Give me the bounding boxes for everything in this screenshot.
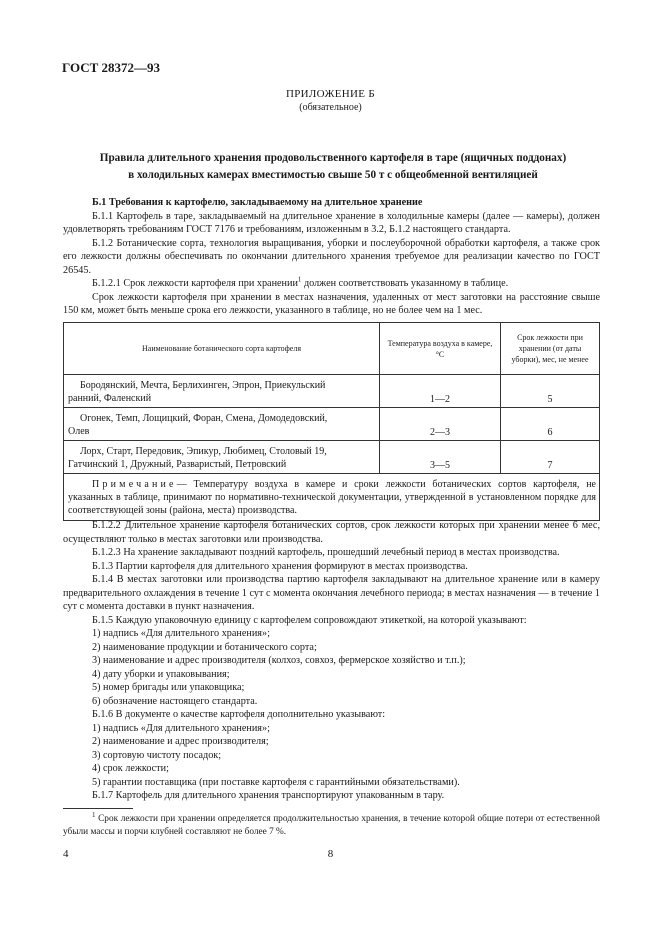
paragraph: Б.1.2 Ботанические сорта, технология выращивания, уборки и послеуборочной обработки картофеля, а также срок его лежкости должны обеспечивать по окончании длительного хранения требуемое для реализации качество по ГОСТ 26545. — [63, 237, 600, 276]
footnote-text: Срок лежкости при хранении определяется продолжительностью хранения, в течение которой общие потери от естественной убыли массы и порчи клубней составляют не более 7 %. — [63, 814, 600, 837]
list-item: 4) дату уборки и упаковывания; — [92, 668, 230, 680]
paragraph: Срок лежкости картофеля при хранении в местах назначения, удаленных от мест заготовки на расстояние свыше 150 км, может быть меньше срока его лежкости, указанного в таблице, но не более чем на 1 мес. — [63, 291, 600, 316]
paragraph: Б.1.5 Каждую упаковочную единицу с картофелем сопровождают этикеткой, на которой указывают: — [92, 614, 527, 626]
temperature-cell: 1—2 — [380, 375, 501, 408]
paragraph: Б.1.2.2 Длительное хранение картофеля ботанических сортов, срок лежкости которых при хранении менее 6 мес, осуществляют только в местах заготовки или производства. — [63, 520, 600, 545]
list-item: 6) обозначение настоящего стандарта. — [92, 695, 258, 707]
temperature-cell: 2—3 — [380, 408, 501, 441]
list-item: 5) номер бригады или упаковщика; — [92, 682, 245, 693]
list-item: 4) срок лежкости; — [92, 763, 169, 774]
note-text: — Температуру воздуха в камере и сроки лежкости ботанических сортов картофеля, не указанных в таблице, принимают по нормативно-технической документации, утвержденной в установленном порядке для соответствующей зоны (района, места) производства. — [68, 479, 596, 516]
paragraph — [63, 277, 600, 291]
variety-line: Огонек, Темп, Лощицкий, Форан, Смена, Домодедовский, — [80, 413, 328, 424]
paragraph: Б.1.4 В местах заготовки или производства партию картофеля закладывают на длительное хранение или в камеру предварительного охлаждения в течение 1 сут с момента окончания лечебного периода; в местах назначения — в течение 1 сут с момента доставки в пункт назначения. — [63, 574, 600, 612]
footnote-ref: 1 — [297, 275, 302, 284]
table-row — [64, 375, 600, 408]
list-item: 3) наименование и адрес производителя (колхоз, совхоз, фермерское хозяйство и т.п.); — [92, 655, 466, 666]
list-item: 2) наименование продукции и ботанического сорта; — [92, 641, 317, 653]
storage-table — [63, 322, 600, 521]
appendix-subtitle: (обязательное) — [299, 102, 362, 113]
main-title-line: Правила длительного хранения продовольственного картофеля в таре (ящичных поддонах) — [99, 152, 567, 164]
table-row — [64, 441, 600, 474]
table-note — [64, 474, 600, 521]
paragraph: Б.1.6 В документе о качестве картофеля дополнительно указывают: — [92, 709, 386, 720]
variety-line: Лорх, Старт, Передовик, Эпикур, Любимец, Столовый 19, — [80, 446, 327, 457]
term-cell: 5 — [501, 375, 600, 408]
note-label: Примечание — [92, 479, 177, 490]
page-number-left: 4 — [63, 848, 69, 860]
variety-line: Бородянский, Мечта, Берлихинген, Эпрон, Приекульский — [80, 380, 326, 391]
footnote-divider — [63, 808, 133, 809]
list-item: 3) сортовую чистоту посадок; — [92, 749, 222, 761]
variety-cell — [64, 375, 380, 408]
page-number-center: 8 — [327, 848, 334, 860]
table-header-cell: Срок лежкости при хранении (от даты уборки), мес, не менее — [501, 323, 600, 375]
section-b1 — [63, 196, 600, 318]
paragraph-text: должен соответствовать указанному в таблице. — [301, 278, 509, 289]
temperature-cell: 3—5 — [380, 441, 501, 474]
list-item: 2) наименование и адрес производителя; — [92, 736, 269, 747]
table-header-row — [64, 323, 600, 375]
variety-line: Олев — [68, 426, 90, 437]
paragraph: Б.1.7 Картофель для длительного хранения транспортируют упакованным в тару. — [92, 790, 445, 801]
main-title-line: в холодильных камерах вместимостью свыше 50 т с общеобменной вентиляцией — [128, 169, 538, 181]
table-header-cell: Наименование ботанического сорта картофеля — [64, 323, 380, 375]
variety-line: ранний, Фаленский — [68, 393, 152, 404]
list-item: 1) надпись «Для длительного хранения»; — [92, 722, 270, 734]
footnote — [63, 810, 600, 839]
section-rest — [63, 519, 600, 803]
list-item: 5) гарантии поставщика (при поставке картофеля с гарантийными обязательствами). — [92, 776, 460, 788]
variety-cell — [64, 441, 380, 474]
main-title — [70, 150, 596, 184]
paragraph-text: Б.1.2.1 Срок лежкости картофеля при хранении — [92, 278, 298, 289]
appendix-title: ПРИЛОЖЕНИЕ Б — [286, 88, 375, 100]
footnote-mark: 1 — [92, 810, 96, 819]
variety-line: Гатчинский 1, Дружный, Разваристый, Петровский — [68, 459, 287, 470]
variety-cell — [64, 408, 380, 441]
term-cell: 7 — [501, 441, 600, 474]
term-cell: 6 — [501, 408, 600, 441]
section-heading: Б.1 Требования к картофелю, закладываемому на длительное хранение — [92, 197, 423, 208]
paragraph: Б.1.2.3 На хранение закладывают поздний картофель, прошедший лечебный период в местах производства. — [92, 547, 560, 558]
standard-header: ГОСТ 28372—93 — [62, 60, 161, 75]
table-note-row — [64, 474, 600, 521]
list-item: 1) надпись «Для длительного хранения»; — [92, 628, 270, 639]
paragraph: Б.1.3 Партии картофеля для длительного хранения формируют в местах производства. — [92, 560, 468, 572]
table-row — [64, 408, 600, 441]
table-header-cell: Температура воздуха в камере, °С — [380, 323, 501, 375]
paragraph: Б.1.1 Картофель в таре, закладываемый на длительное хранение в холодильные камеры (далее — камеры), должен удовлетворять требованиям ГОСТ 7176 и требованиям, изложенным в 3.2, Б.1.2 настоящего стандарта. — [63, 210, 600, 235]
